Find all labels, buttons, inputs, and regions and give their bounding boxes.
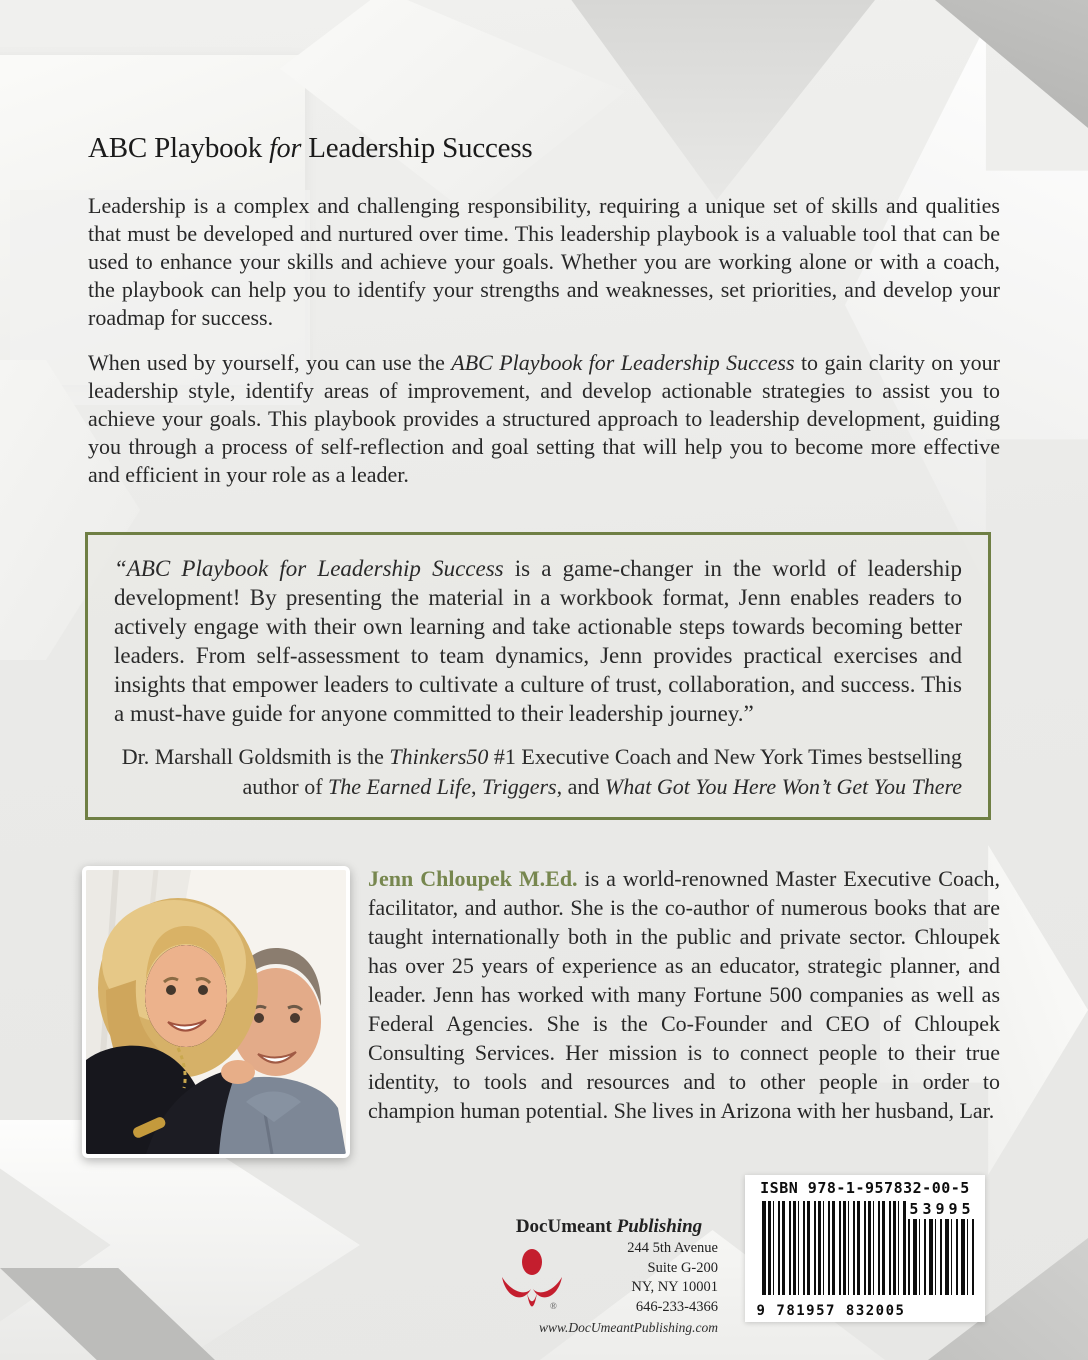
quote-text: is a game-changer in the world of leadership development! By presenting the material in a workbook format, Jenn enables readers to actively engage with their own learning and take actionable steps towards becoming better leaders. From self-assessment to team dynamics, Jenn provides practical exercises and insights that empower leaders to cultivate a culture of trust, collaboration, and success. This a must-have guide for anyone committed to their leadership journey.” — [114, 556, 962, 726]
publisher-address — [564, 1239, 718, 1318]
attribution-wgyh: What Got You Here Won’t Get You There — [604, 774, 962, 799]
address-line: NY, NY 10001 — [631, 1279, 718, 1296]
usage-book-title: ABC Playbook for Leadership Success — [451, 350, 795, 375]
address-line: Suite G-200 — [647, 1259, 718, 1276]
publisher-name — [500, 1216, 718, 1238]
publisher-block — [500, 1216, 718, 1336]
author-bio-text: is a world-renowned Master Executive Coach, facilitator, and author. She is the co-author of numerous books that are taught internationally both in the public and private sector. Chloupek has over 25 years of experience as an educator, strategic planner, and leader. Jenn has worked with many Fortune 500 companies as well as Federal Agencies. She is the Co-Founder and CEO of Chloupek Consulting Services. Her mission is to connect people to their true identity, to tools and resources and to other people in order to champion human potential. She lives in Arizona with her husband, Lar. — [368, 866, 1000, 1123]
attribution-triggers: Triggers — [482, 774, 557, 799]
author-photo-illustration — [86, 870, 346, 1154]
usage-text: When used by yourself, you can use the — [88, 350, 452, 375]
publisher-website: www.DocUmeantPublishing.com — [539, 1320, 718, 1335]
book-title-text: ABC Playbook — [88, 132, 270, 164]
usage-text: to gain clarity on your leadership style, identify areas of improvement, and develop actionable strategies to assist you to achieve your goals. This playbook provides a structured approach to leadership development, guiding you through a process of self-reflection and goal setting that will help you to become more effective and efficient in your role as a leader. — [88, 350, 1001, 487]
attribution-earned-life: The Earned Life — [328, 774, 472, 799]
barcode-bars-main — [762, 1201, 906, 1295]
background-shape — [280, 0, 625, 215]
intro-paragraph: Leadership is a complex and challenging responsibility, requiring a unique set of skills and qualities that must be developed and nurtured over time. This leadership playbook is a valuable tool that can be used to enhance your skills and achieve your goals. Whether you are working alone or with a coach, the playbook can help you to identify your strengths and weaknesses, set priorities, and develop your roadmap for success. — [88, 193, 1000, 330]
barcode-price-code: 53995 — [909, 1200, 975, 1218]
attribution-thinkers50: Thinkers50 — [389, 744, 489, 769]
isbn-barcode — [745, 1175, 985, 1322]
author-photo — [82, 866, 350, 1158]
testimonial-box — [85, 532, 991, 820]
registered-mark: ® — [550, 1301, 557, 1311]
attribution-text: , — [471, 774, 483, 799]
barcode-bars-addon — [908, 1219, 976, 1295]
attribution-text: #1 Executive Coach and New York Times bestselling author of — [242, 744, 962, 799]
book-title-text: Leadership Success — [301, 132, 533, 164]
book-title-for: for — [269, 133, 302, 164]
attribution-text: Dr. Marshall Goldsmith is the — [121, 744, 390, 769]
publisher-phone: 646-233-4366 — [635, 1299, 718, 1316]
publisher-name-bold: DocUmeant — [515, 1216, 617, 1237]
testimonial-attribution — [114, 742, 962, 802]
quote-book-title: “ABC Playbook for Leadership Success — [114, 556, 504, 581]
usage-paragraph — [88, 349, 1000, 489]
publisher-logo-icon — [500, 1245, 564, 1319]
address-line: 244 5th Avenue — [627, 1240, 718, 1256]
barcode-ean-digits: 9 781957 832005 — [756, 1303, 906, 1319]
publisher-name-italic: Publishing — [616, 1216, 703, 1237]
testimonial-quote — [114, 554, 962, 728]
book-title — [88, 132, 533, 165]
attribution-text: , and — [556, 774, 605, 799]
author-bio — [368, 864, 1000, 1125]
author-name: Jenn Chloupek M.Ed. — [368, 866, 578, 891]
isbn-label: ISBN 978-1-957832-00-5 — [760, 1179, 970, 1197]
